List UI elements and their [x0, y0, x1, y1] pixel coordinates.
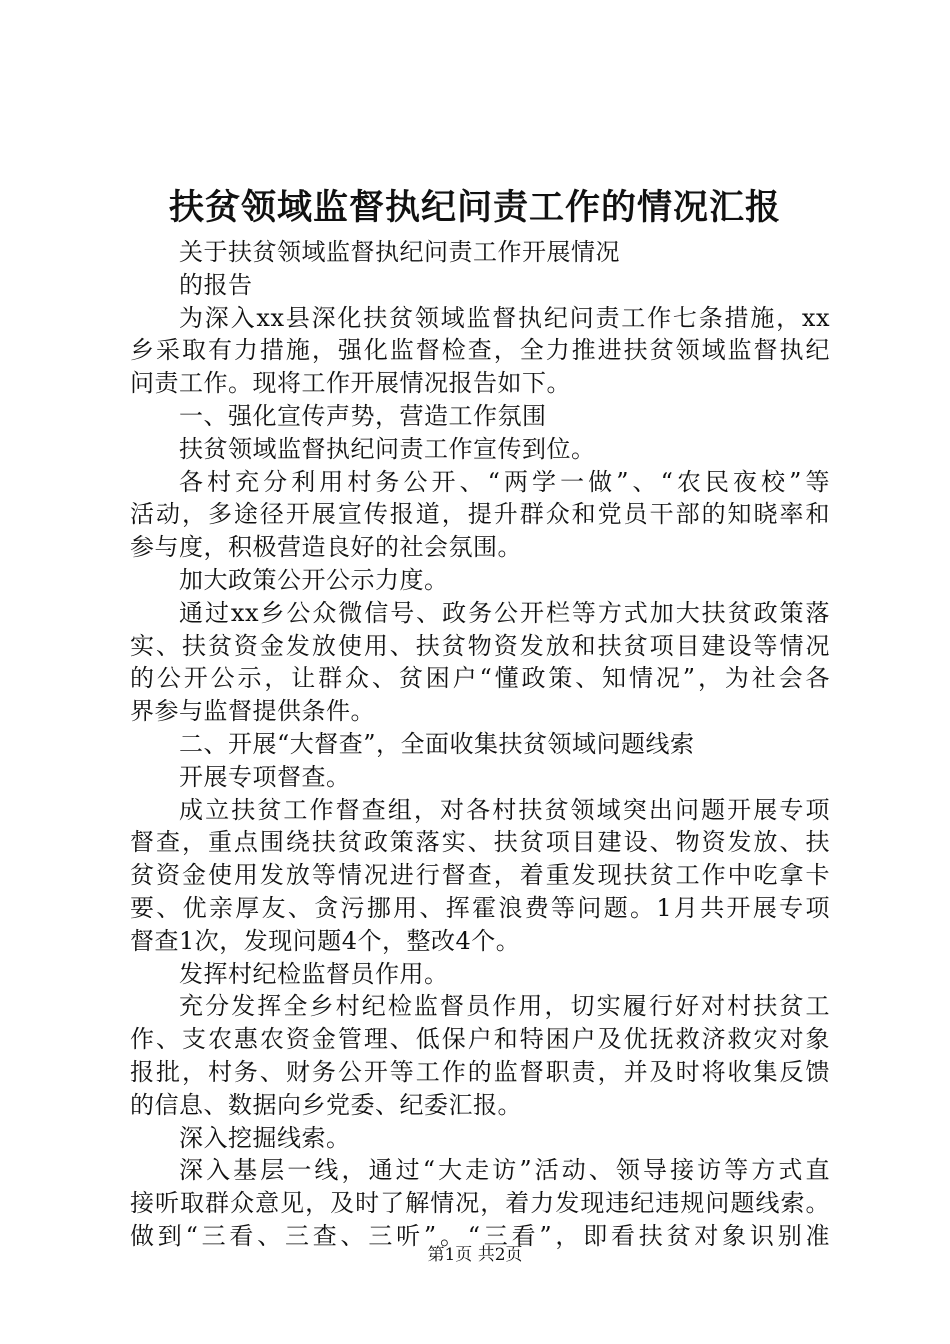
body-text-line: 为深入xx县深化扶贫领域监督执纪问责工作七条措施，xx [179, 303, 830, 332]
body-text-line: 一、强化宣传声势，营造工作氛围 [179, 401, 547, 430]
body-text-line: 扶贫领域监督执纪问责工作宣传到位。 [179, 434, 596, 463]
body-text-line: 开展专项督查。 [179, 762, 351, 791]
body-text-line: 要、优亲厚友、贪污挪用、挥霍浪费等问题。1月共开展专项 [130, 893, 830, 922]
body-text-line: 二、开展“大督查”，全面收集扶贫领域问题线索 [179, 729, 695, 758]
body-text-line: 的信息、数据向乡党委、纪委汇报。 [130, 1090, 522, 1119]
page-number: 第1页 共2页 [427, 1245, 523, 1265]
body-text-line: 乡采取有力措施，强化监督检查，全力推进扶贫领域监督执纪 [130, 336, 830, 365]
body-text-line: 深入基层一线，通过“大走访”活动、领导接访等方式直 [179, 1156, 830, 1185]
body-text-line: 参与度，积极营造良好的社会氛围。 [130, 533, 522, 562]
body-text-line: 贫资金使用发放等情况进行督查，着重发现扶贫工作中吃拿卡 [130, 861, 830, 890]
body-text-line: 发挥村纪检监督员作用。 [179, 959, 449, 988]
document-body [130, 236, 830, 1253]
body-text-line: 接听取群众意见，及时了解情况，着力发现违纪违规问题线索。 [130, 1189, 830, 1218]
body-text-line: 报批，村务、财务公开等工作的监督职责，并及时将收集反馈 [130, 1057, 830, 1086]
body-text-line: 作、支农惠农资金管理、低保户和特困户及优抚救济救灾对象 [130, 1025, 830, 1054]
body-text-line: 充分发挥全乡村纪检监督员作用，切实履行好对村扶贫工 [179, 992, 830, 1021]
body-text-line: 的报告 [179, 270, 253, 299]
body-text-line: 督查1次，发现问题4个，整改4个。 [130, 926, 521, 955]
body-text-line: 深入挖掘线索。 [179, 1123, 351, 1152]
body-text-line: 关于扶贫领域监督执纪问责工作开展情况 [179, 238, 620, 266]
body-text-line: 问责工作。现将工作开展情况报告如下。 [130, 369, 571, 398]
body-text-line: 活动，多途径开展宣传报道，提升群众和党员干部的知晓率和 [130, 500, 830, 529]
body-text-line: 界参与监督提供条件。 [130, 697, 375, 726]
body-text-line: 实、扶贫资金发放使用、扶贫物资发放和扶贫项目建设等情况 [130, 631, 830, 660]
body-text-line: 督查，重点围绕扶贫政策落实、扶贫项目建设、物资发放、扶 [130, 828, 830, 857]
body-text-line: 通过xx乡公众微信号、政务公开栏等方式加大扶贫政策落 [179, 598, 830, 627]
body-text-line: 加大政策公开公示力度。 [179, 565, 449, 594]
body-text-line: 做到“三看、三查、三听”。“三看”，即看扶贫对象识别准 [130, 1221, 830, 1250]
body-text-line: 各村充分利用村务公开、“两学一做”、“农民夜校”等 [179, 467, 830, 496]
document-title: 扶贫领域监督执纪问责工作的情况汇报 [168, 187, 781, 228]
body-text-line: 的公开公示，让群众、贫困户“懂政策、知情况”，为社会各 [130, 664, 830, 693]
body-text-line: 成立扶贫工作督查组，对各村扶贫领域突出问题开展专项 [179, 795, 830, 824]
